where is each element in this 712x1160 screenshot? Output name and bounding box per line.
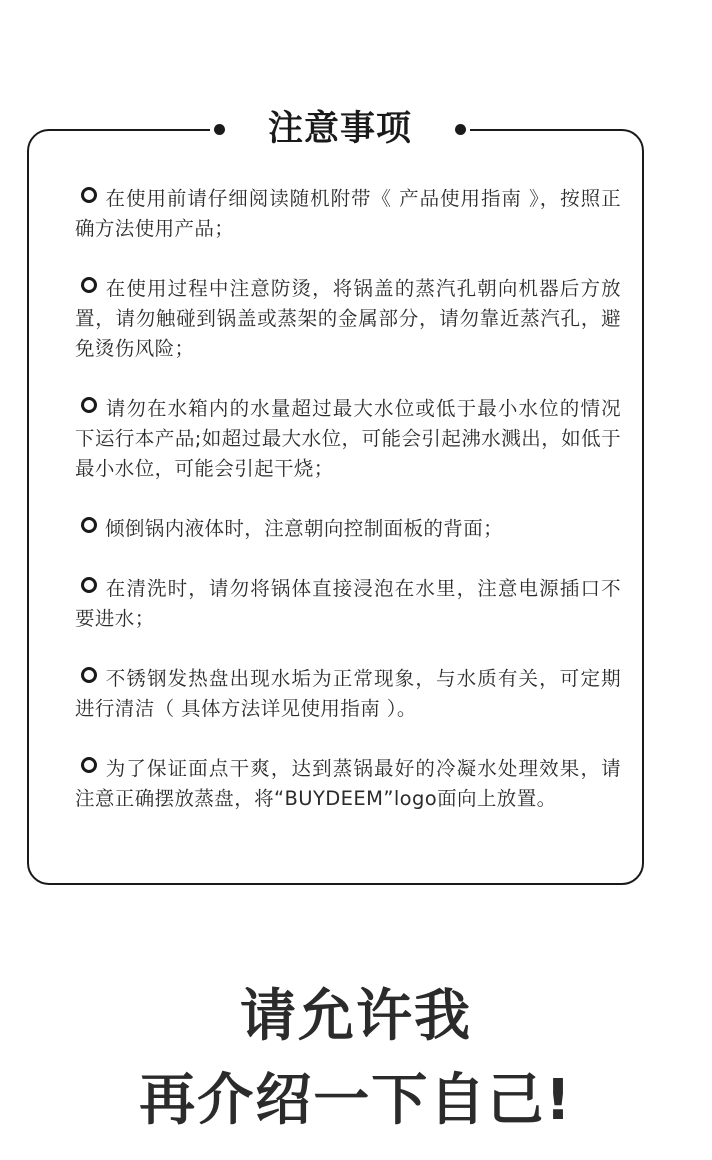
title-left-dot-icon <box>214 124 225 135</box>
notice-item-text: 在清洗时，请勿将锅体直接浸泡在水里，注意电源插口不要进水； <box>75 577 621 630</box>
circle-bullet-icon <box>81 757 97 773</box>
notice-item-2 <box>75 274 621 364</box>
notice-item-text: 为了保证面点干爽，达到蒸锅最好的冷凝水处理效果，请注意正确摆放蒸盘，将“BUYDEEM”logo面向上放置。 <box>75 757 621 810</box>
notice-item-text: 在使用前请仔细阅读随机附带《 产品使用指南 》，按照正确方法使用产品； <box>75 187 621 240</box>
notice-item-7 <box>75 754 621 814</box>
notice-title-area <box>210 104 470 154</box>
notice-item-6 <box>75 664 621 724</box>
circle-bullet-icon <box>81 187 97 203</box>
notice-item-3 <box>75 394 621 484</box>
notice-item-4 <box>75 514 621 544</box>
circle-bullet-icon <box>81 397 97 413</box>
notice-item-text: 倾倒锅内液体时，注意朝向控制面板的背面； <box>105 517 504 540</box>
closing-line-2: 再介绍一下自己! <box>139 1068 573 1133</box>
title-right-dot-icon <box>455 124 466 135</box>
closing-message <box>0 975 712 1143</box>
notice-item-text: 不锈钢发热盘出现水垢为正常现象，与水质有关，可定期进行清洁（ 具体方法详见使用指南 ）。 <box>75 667 621 720</box>
notice-item-5 <box>75 574 621 634</box>
notice-item-text: 请勿在水箱内的水量超过最大水位或低于最小水位的情况下运行本产品;如超过最大水位，可能会引起沸水溅出，如低于最小水位，可能会引起干烧； <box>75 397 621 480</box>
notice-item-text: 在使用过程中注意防烫，将锅盖的蒸汽孔朝向机器后方放置，请勿触碰到锅盖或蒸架的金属部分，请勿靠近蒸汽孔，避免烫伤风险； <box>75 277 621 360</box>
circle-bullet-icon <box>81 577 97 593</box>
notice-item-1 <box>75 184 621 244</box>
circle-bullet-icon <box>81 667 97 683</box>
closing-line-1: 请允许我 <box>240 984 472 1049</box>
circle-bullet-icon <box>81 277 97 293</box>
circle-bullet-icon <box>81 517 97 533</box>
notice-list <box>75 184 621 844</box>
notice-title: 注意事项 <box>267 108 412 149</box>
